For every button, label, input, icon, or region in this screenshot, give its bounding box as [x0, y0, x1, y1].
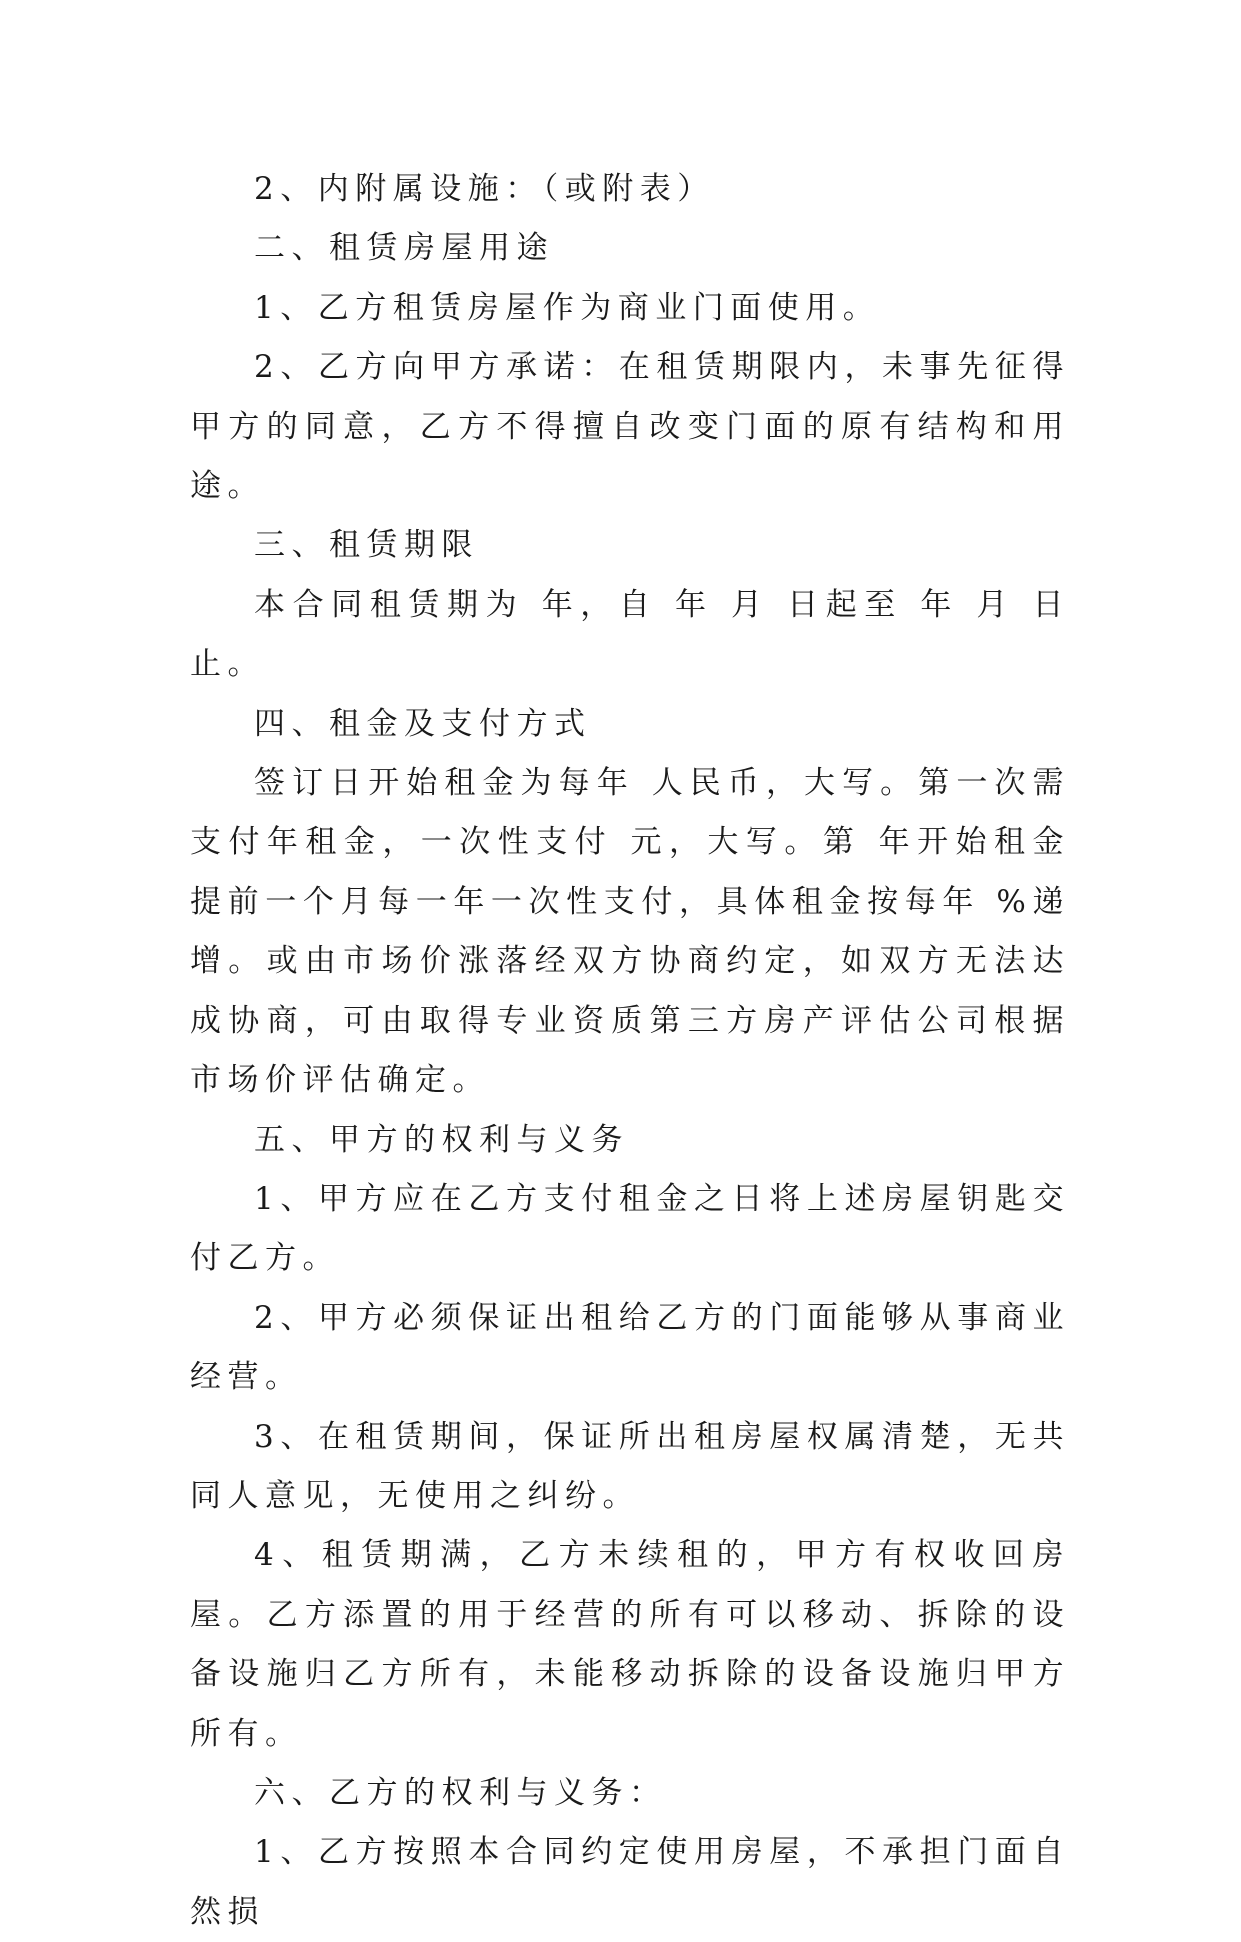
paragraph-usage-2: 2、乙方向甲方承诺：在租赁期限内，未事先征得甲方的同意，乙方不得擅自改变门面的原有结构和用途。 — [190, 349, 1070, 505]
contract-body — [190, 160, 1070, 1942]
paragraph-facilities: 2、内附属设施：（或附表） — [254, 171, 715, 207]
paragraph-lessor-4: 4、租赁期满，乙方未续租的，甲方有权收回房屋。乙方添置的用于经营的所有可以移动、拆除的设备设施归乙方所有，未能移动拆除的设备设施归甲方所有。 — [190, 1537, 1070, 1752]
paragraph-usage-1: 1、乙方租赁房屋作为商业门面使用。 — [254, 289, 881, 326]
paragraph-lessor-2: 2、甲方必须保证出租给乙方的门面能够从事商业经营。 — [190, 1299, 1070, 1396]
heading-term: 三、租赁期限 — [254, 527, 479, 564]
paragraph-rent: 签订日开始租金为每年 人民币，大写。第一次需支付年租金，一次性支付 元，大写。第 年开始租金提前一个月每一年一次性支付，具体租金按每年 %递增。或由市场价涨落经双方协商约定，如双方无法达成协商，可由取得专业资质第三方房产评估公司根据市场价评估确定。 — [190, 765, 1070, 1099]
paragraph-lessor-1: 1、甲方应在乙方支付租金之日将上述房屋钥匙交付乙方。 — [190, 1180, 1070, 1277]
heading-lessor-rights: 五、甲方的权利与义务 — [254, 1121, 629, 1158]
paragraph-lessor-3: 3、在租赁期间，保证所出租房屋权属清楚，无共同人意见，无使用之纠纷。 — [190, 1418, 1070, 1514]
heading-rent: 四、租金及支付方式 — [254, 705, 592, 742]
paragraph-lessee-1: 1、乙方按照本合同约定使用房屋，不承担门面自然损 — [190, 1834, 1070, 1930]
paragraph-term: 本合同租赁期为 年，自 年 月 日起至 年 月 日止。 — [190, 586, 1070, 683]
heading-usage: 二、租赁房屋用途 — [254, 230, 554, 267]
heading-lessee-rights: 六、乙方的权利与义务： — [254, 1774, 667, 1811]
